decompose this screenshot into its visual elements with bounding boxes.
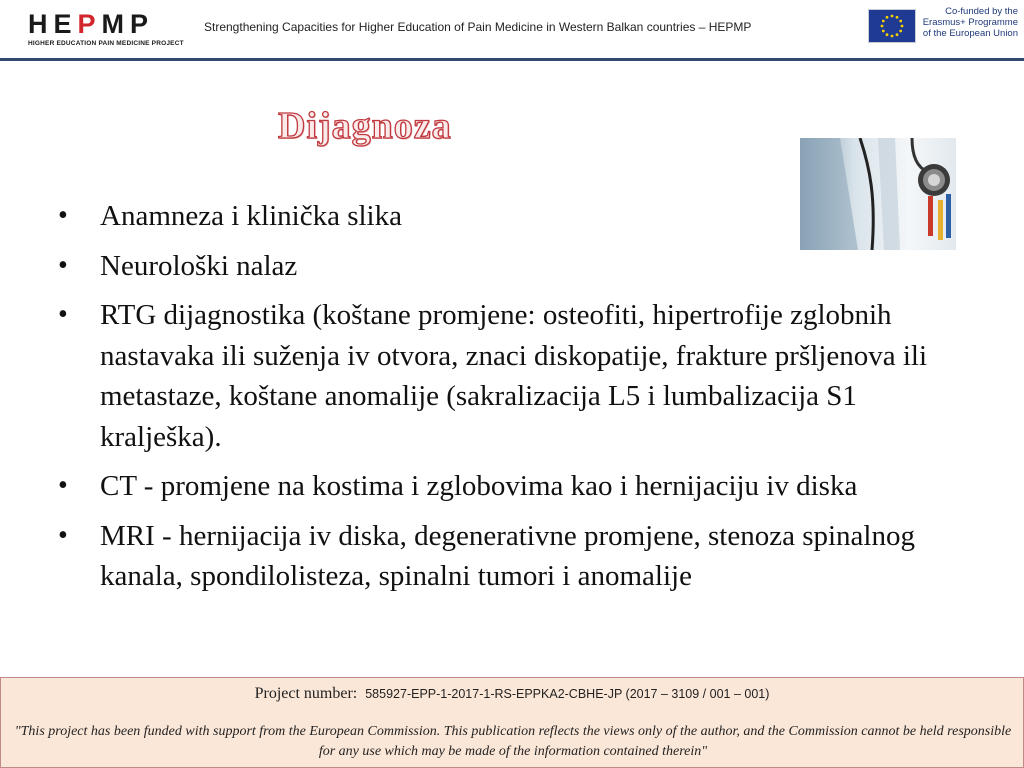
list-item	[58, 516, 958, 597]
header-tagline: Strengthening Capacities for Higher Education of Pain Medicine in Western Balkan countries – HEPMP	[204, 20, 752, 34]
project-label: Project number:	[254, 685, 358, 702]
list-item	[58, 246, 958, 287]
project-code: 585927-EPP-1-2017-1-RS-EPPKA2-CBHE-JP (2017 – 3109 / 001 – 001)	[365, 687, 770, 701]
hepmp-logo	[28, 10, 188, 47]
project-number-line	[1, 685, 1023, 703]
list-item	[58, 466, 958, 507]
funding-disclaimer: "This project has been funded with support from the European Commission. This publication reflects the views only of the author, and the Commission cannot be held responsible for any use which may be made of the information contained therein"	[14, 724, 1012, 759]
bullet-icon: •	[58, 519, 68, 551]
bullet-icon: •	[58, 299, 68, 330]
bullet-icon: •	[58, 249, 68, 281]
erasmus-cofunded-badge	[868, 6, 1020, 46]
bullet-text: MRI - hernijacija iv diska, degenerativne promjene, stenoza spinalnog kanala, spondilolisteza, spinalni tumori i anomalije	[100, 519, 915, 592]
list-item	[58, 295, 958, 457]
project-footer	[0, 677, 1024, 768]
slide-title: Dijagnoza	[278, 105, 452, 147]
eu-line-1: Co-funded by the	[945, 6, 1018, 17]
bullet-text: CT - promjene na kostima i zglobovima kao i hernijaciju iv diska	[100, 470, 858, 502]
bullet-text: Anamneza i klinička slika	[100, 200, 402, 232]
logo-subtitle: HIGHER EDUCATION PAIN MEDICINE PROJECT	[28, 40, 184, 47]
bullet-text: Neurološki nalaz	[100, 249, 298, 282]
eu-cofunding-text	[918, 6, 1018, 39]
eu-flag-icon	[868, 9, 916, 43]
bullet-icon: •	[58, 470, 68, 501]
header-rule	[0, 58, 1024, 61]
list-item	[58, 196, 958, 237]
eu-line-2: Erasmus+ Programme	[922, 17, 1018, 28]
bullet-icon: •	[58, 200, 68, 231]
logo-wordmark: HEPMP	[28, 9, 155, 39]
bullet-list	[58, 196, 958, 606]
eu-line-3: of the European Union	[922, 28, 1018, 39]
slide-header	[0, 0, 1024, 60]
bullet-text: RTG dijagnostika (koštane promjene: osteofiti, hipertrofije zglobnih nastavaka ili suženja iv otvora, znaci diskopatije, frakture pršljenova ili metastaze, koštane anomalije (sakralizacija L5 i lumbalizacija S1 kralješka).	[100, 299, 928, 453]
